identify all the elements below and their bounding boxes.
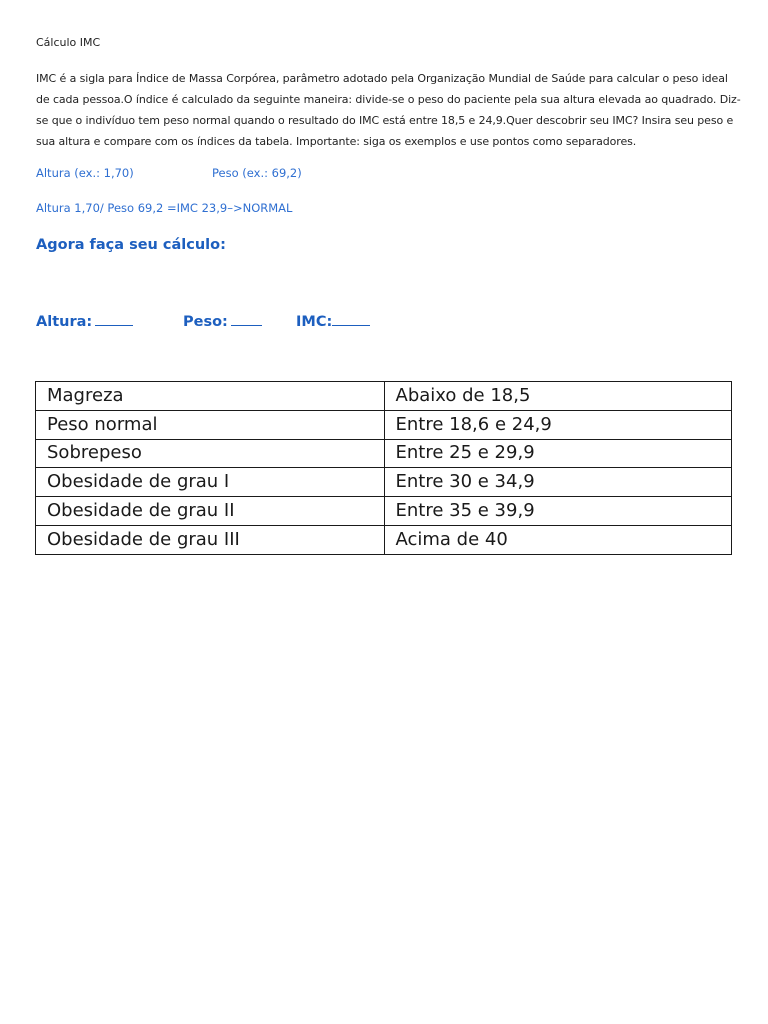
table-row bbox=[36, 468, 732, 497]
peso-blank[interactable] bbox=[231, 311, 262, 326]
category-cell: Magreza bbox=[36, 382, 385, 411]
example-fields bbox=[36, 166, 302, 180]
range-cell: Entre 18,6 e 24,9 bbox=[384, 410, 732, 439]
imc-label: IMC: bbox=[296, 314, 333, 330]
page-title: Cálculo IMC bbox=[36, 36, 101, 49]
category-cell: Peso normal bbox=[36, 410, 385, 439]
intro-line: se que o indivíduo tem peso normal quando o resultado do IMC está entre 18,5 e 24,9.Quer descobrir seu IMC? Insira seu peso e bbox=[36, 114, 734, 127]
category-cell: Obesidade de grau III bbox=[36, 525, 385, 554]
altura-blank[interactable] bbox=[95, 311, 133, 326]
range-cell: Entre 35 e 39,9 bbox=[384, 497, 732, 526]
category-cell: Obesidade de grau I bbox=[36, 468, 385, 497]
example-result: Altura 1,70/ Peso 69,2 =IMC 23,9–>NORMAL bbox=[36, 201, 293, 215]
altura-label: Altura: bbox=[36, 314, 93, 330]
intro-paragraph bbox=[36, 68, 741, 152]
imc-blank[interactable] bbox=[332, 311, 370, 326]
intro-line: sua altura e compare com os índices da tabela. Importante: siga os exemplos e use pontos como separadores. bbox=[36, 135, 637, 148]
range-cell: Abaixo de 18,5 bbox=[384, 382, 732, 411]
table-row bbox=[36, 525, 732, 554]
peso-field[interactable] bbox=[183, 311, 262, 331]
intro-line: de cada pessoa.O índice é calculado da seguinte maneira: divide-se o peso do paciente pela sua altura elevada ao quadrado. Diz- bbox=[36, 93, 741, 106]
peso-example-label[interactable]: Peso (ex.: 69,2) bbox=[212, 166, 302, 180]
imc-field[interactable] bbox=[296, 311, 370, 331]
range-cell: Entre 25 e 29,9 bbox=[384, 439, 732, 468]
category-cell: Sobrepeso bbox=[36, 439, 385, 468]
calc-heading: Agora faça seu cálculo: bbox=[36, 237, 226, 253]
altura-example-label[interactable]: Altura (ex.: 1,70) bbox=[36, 166, 134, 180]
range-cell: Acima de 40 bbox=[384, 525, 732, 554]
peso-label: Peso: bbox=[183, 314, 228, 330]
table-row bbox=[36, 410, 732, 439]
category-cell: Obesidade de grau II bbox=[36, 497, 385, 526]
altura-field[interactable] bbox=[36, 311, 133, 331]
imc-classification-table bbox=[35, 381, 732, 555]
range-cell: Entre 30 e 34,9 bbox=[384, 468, 732, 497]
intro-line: IMC é a sigla para Índice de Massa Corpórea, parâmetro adotado pela Organização Mundial de Saúde para calcular o peso ideal bbox=[36, 72, 728, 85]
table-row bbox=[36, 497, 732, 526]
table-row bbox=[36, 439, 732, 468]
table-row bbox=[36, 382, 732, 411]
